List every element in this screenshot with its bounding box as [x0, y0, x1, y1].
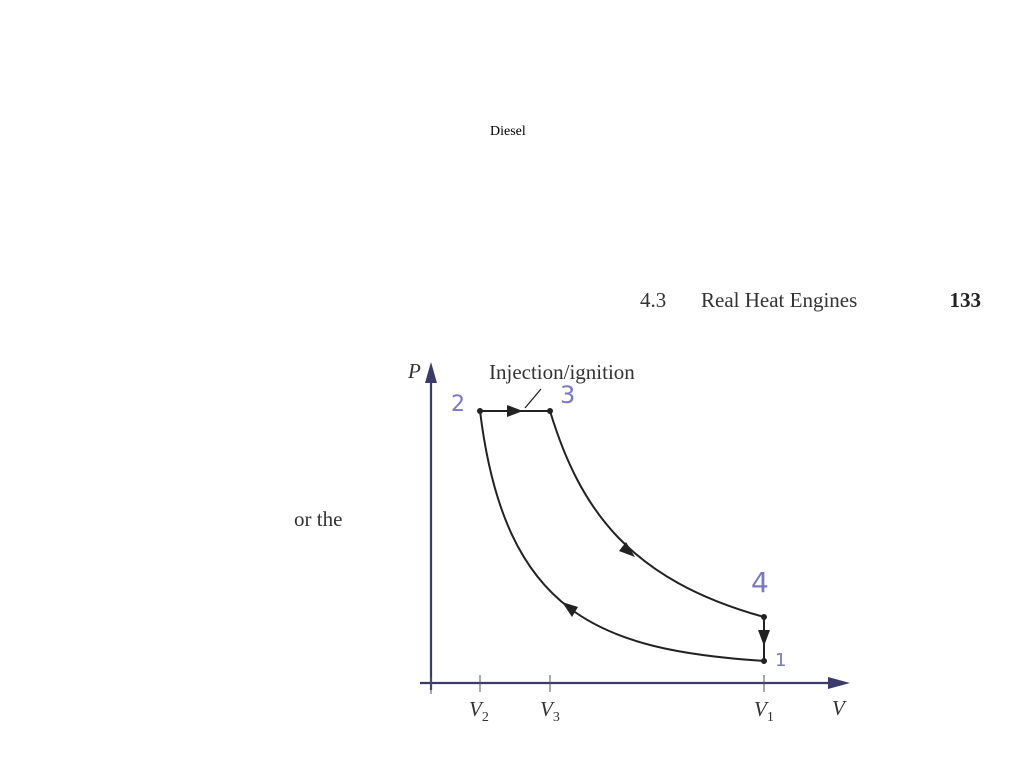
point-1-dot: [761, 658, 767, 664]
path-3-4-adiabatic-expansion: [550, 411, 764, 617]
page-number: 133: [949, 288, 981, 312]
point-2-dot: [477, 408, 483, 414]
v-axis-label: V: [832, 696, 845, 720]
v-axis-arrowhead: [828, 677, 850, 689]
path-1-2-adiabatic-compression: [480, 411, 764, 661]
tick-label-v3-base: V: [540, 697, 553, 721]
tick-label-v2-base: V: [469, 697, 482, 721]
tick-label-v3: [540, 697, 560, 725]
arrow-4-1: [758, 630, 770, 646]
tick-label-v1-base: V: [754, 697, 767, 721]
tick-label-v2: [469, 697, 489, 725]
p-axis-arrowhead: [425, 362, 437, 383]
point-label-3: 3: [560, 381, 576, 409]
injection-ignition-label: Injection/ignition: [489, 360, 635, 384]
point-label-1: 1: [775, 650, 787, 671]
tick-label-v1: [754, 697, 774, 725]
point-3-dot: [547, 408, 553, 414]
arrow-2-3: [507, 405, 523, 417]
arrow-3-4: [619, 542, 635, 557]
diagram-caption: Diesel: [490, 124, 526, 139]
annotation-leader-line: [525, 389, 541, 408]
section-number: 4.3: [640, 288, 667, 312]
clipped-body-text-content: or the: [294, 507, 343, 531]
tick-label-v1-sub: 1: [766, 710, 774, 725]
tick-label-v3-sub: 3: [552, 710, 560, 725]
diesel-cycle: [480, 411, 764, 661]
p-axis-label: P: [408, 359, 421, 383]
point-label-2: 2: [451, 392, 465, 417]
point-label-4: 4: [751, 566, 769, 599]
tick-label-v2-sub: 2: [481, 710, 489, 725]
section-title: Real Heat Engines: [701, 288, 858, 312]
arrow-1-2: [562, 602, 578, 617]
point-4-dot: [761, 614, 767, 620]
